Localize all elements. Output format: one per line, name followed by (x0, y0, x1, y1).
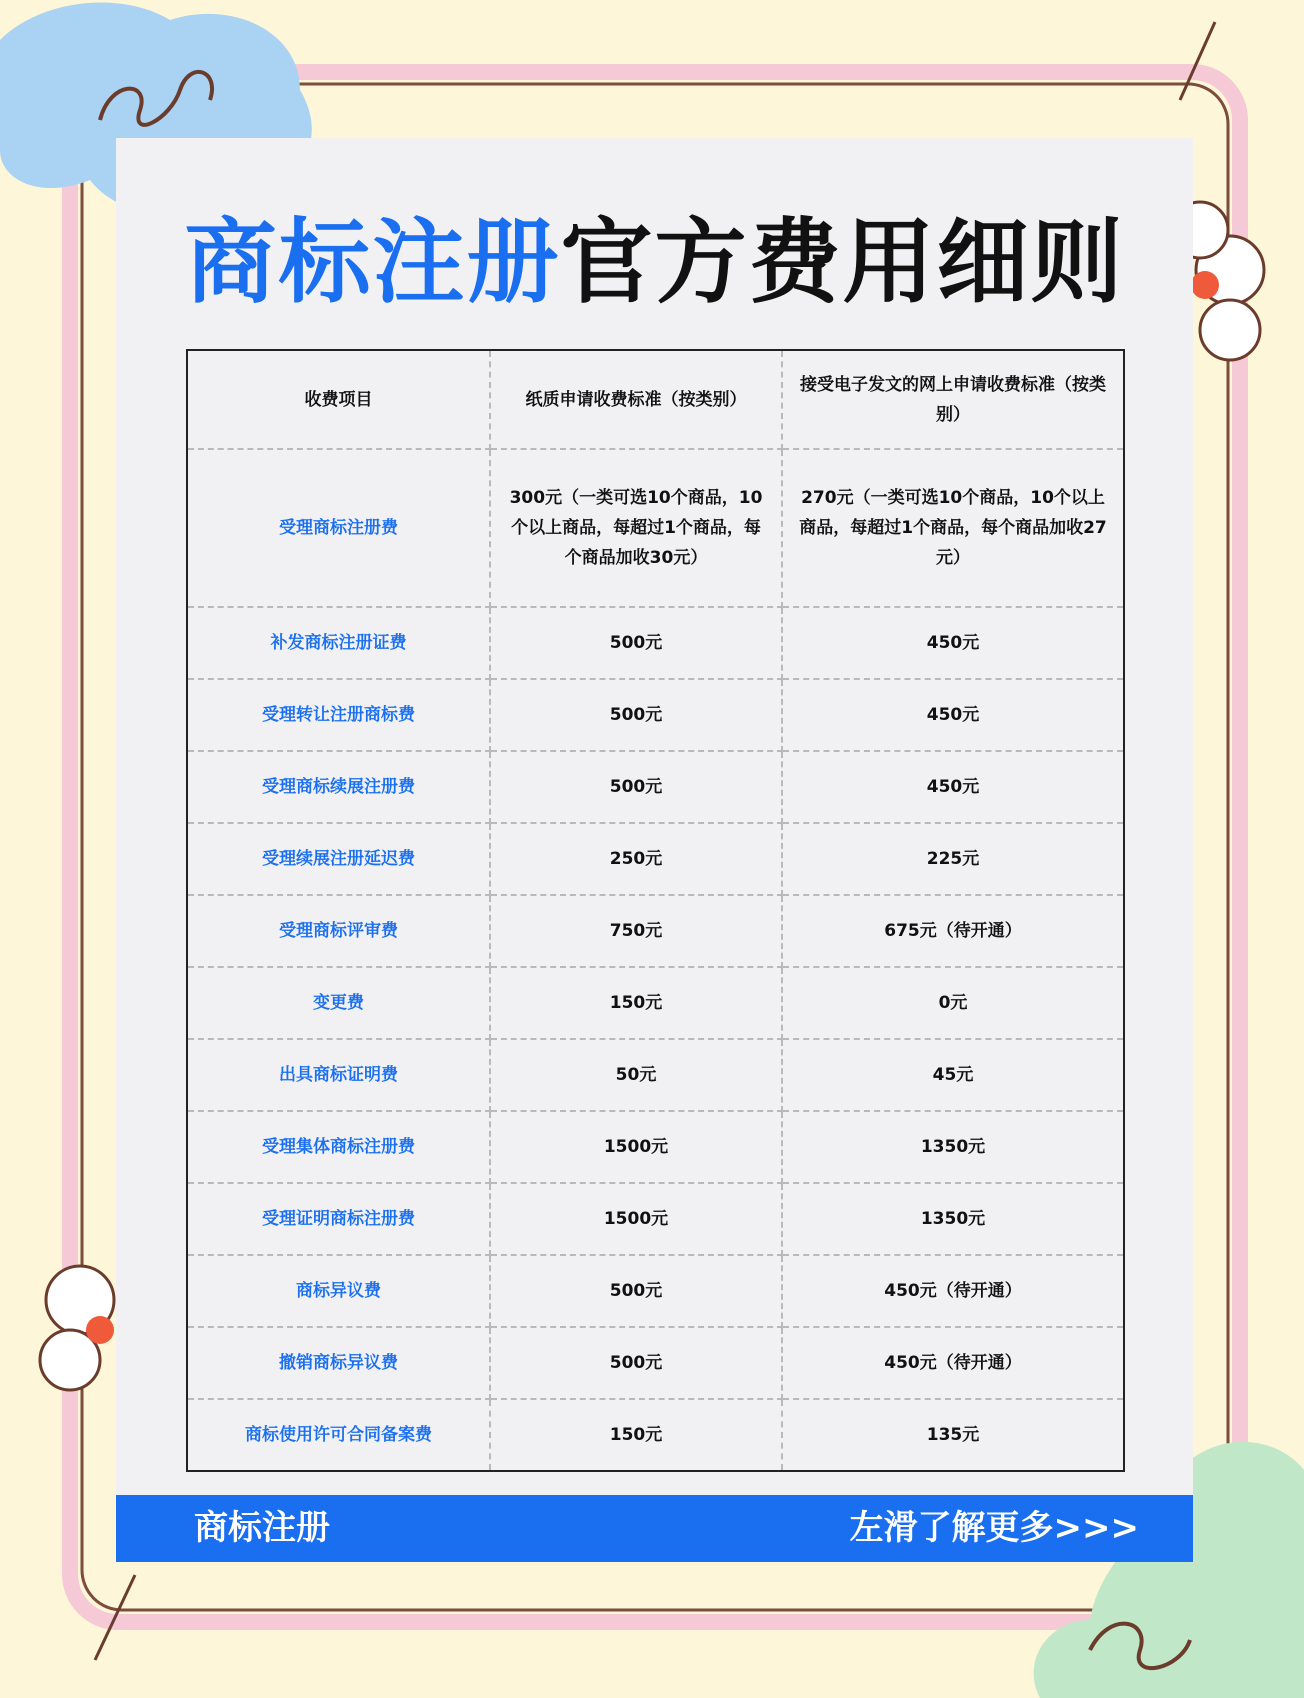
paper-fee: 500元 (490, 751, 782, 823)
paper-fee: 1500元 (490, 1111, 782, 1183)
online-fee: 270元（一类可选10个商品，10个以上商品，每超过1个商品，每个商品加收27元） (782, 449, 1124, 607)
paper-fee: 150元 (490, 1399, 782, 1471)
fee-card (116, 138, 1193, 1562)
online-fee: 45元 (782, 1039, 1124, 1111)
flower-left (40, 1266, 114, 1390)
fee-item: 受理商标续展注册费 (187, 751, 490, 823)
table-row (187, 1255, 1124, 1327)
table-row (187, 751, 1124, 823)
table-header-row (187, 350, 1124, 449)
title-highlight: 商标注册 (184, 209, 561, 316)
table-row (187, 967, 1124, 1039)
fee-item: 受理续展注册延迟费 (187, 823, 490, 895)
title-rest: 官方费用细则 (560, 209, 1125, 316)
table-row (187, 1327, 1124, 1399)
table-row (187, 1111, 1124, 1183)
online-fee: 135元 (926, 1425, 980, 1445)
paper-fee: 1500元 (490, 1183, 782, 1255)
fee-item: 受理转让注册商标费 (187, 679, 490, 751)
online-fee: 450元 (782, 751, 1124, 823)
online-fee: 675元（待开通） (782, 895, 1124, 967)
table-row (187, 607, 1124, 679)
header-item: 收费项目 (187, 350, 490, 449)
fee-item: 商标异议费 (187, 1255, 490, 1327)
fee-item: 商标使用许可合同备案费 (187, 1399, 490, 1471)
table-row (187, 823, 1124, 895)
fee-item: 撤销商标异议费 (187, 1327, 490, 1399)
online-fee: 1350元 (782, 1183, 1124, 1255)
table-row (187, 679, 1124, 751)
paper-fee: 500元 (490, 1327, 782, 1399)
online-fee: 225元 (782, 823, 1124, 895)
table-row (187, 895, 1124, 967)
paper-fee: 50元 (490, 1039, 782, 1111)
paper-fee: 750元 (490, 895, 782, 967)
fee-table (186, 349, 1125, 1472)
fee-item: 出具商标证明费 (187, 1039, 490, 1111)
paper-fee: 300元（一类可选10个商品，10个以上商品，每超过1个商品，每个商品加收30元） (490, 449, 782, 607)
paper-fee: 250元 (490, 823, 782, 895)
fee-item: 受理证明商标注册费 (187, 1183, 490, 1255)
header-online: 接受电子发文的网上申请收费标准（按类别） (782, 350, 1124, 449)
page-title (116, 208, 1193, 318)
fee-item: 受理商标注册费 (187, 449, 490, 607)
online-fee: 450元 (782, 679, 1124, 751)
fee-item: 受理集体商标注册费 (187, 1111, 490, 1183)
online-fee: 450元（待开通） (782, 1255, 1124, 1327)
paper-fee: 500元 (490, 1255, 782, 1327)
fee-item: 变更费 (187, 967, 490, 1039)
paper-fee: 500元 (490, 679, 782, 751)
online-fee: 450元（待开通） (782, 1327, 1124, 1399)
stroke-top-right (1180, 22, 1215, 100)
paper-fee: 150元 (490, 967, 782, 1039)
table-row (187, 449, 1124, 607)
fee-item: 补发商标注册证费 (187, 607, 490, 679)
header-paper: 纸质申请收费标准（按类别） (490, 350, 782, 449)
footer-bar (116, 1495, 1193, 1562)
table-row (187, 1183, 1124, 1255)
swipe-hint[interactable]: 左滑了解更多>>> (849, 1508, 1139, 1548)
table-row (187, 1039, 1124, 1111)
online-fee: 450元 (782, 607, 1124, 679)
footer-brand: 商标注册 (194, 1508, 330, 1548)
online-fee: 1350元 (782, 1111, 1124, 1183)
paper-fee: 500元 (490, 607, 782, 679)
table-row (187, 1399, 1124, 1471)
online-fee: 0元 (782, 967, 1124, 1039)
fee-item: 受理商标评审费 (187, 895, 490, 967)
